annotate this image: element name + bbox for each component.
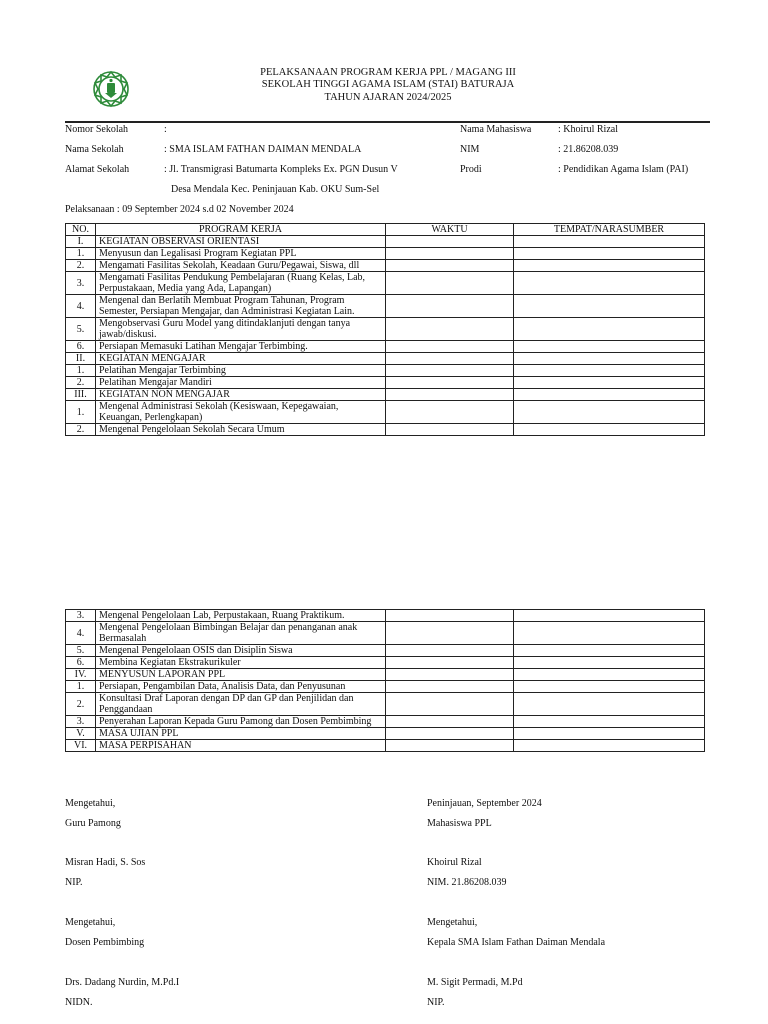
sig-left2-name: Drs. Dadang Nurdin, M.Pd.I xyxy=(65,977,180,988)
row-program: MASA PERPISAHAN xyxy=(96,740,386,752)
row-waktu xyxy=(386,236,514,248)
table-row xyxy=(66,318,705,341)
sig-left2-mengetahui: Mengetahui, xyxy=(65,917,116,928)
row-number: 3. xyxy=(66,716,96,728)
row-program: Mengenal dan Berlatih Membuat Program Tahunan, Program Semester, Persiapan Mengajar, dan Administrasi Kegiatan Lain. xyxy=(96,295,386,318)
sig-right2-name: M. Sigit Permadi, M.Pd xyxy=(427,977,523,988)
row-number: 4. xyxy=(66,622,96,645)
table-row xyxy=(66,401,705,424)
row-tempat xyxy=(514,272,705,295)
sig-left1-id: NIP. xyxy=(65,877,83,888)
col-header-program: PROGRAM KERJA xyxy=(96,224,386,236)
row-waktu xyxy=(386,610,514,622)
row-number: VI. xyxy=(66,740,96,752)
row-waktu xyxy=(386,693,514,716)
row-program: Mengamati Fasilitas Sekolah, Keadaan Guru/Pegawai, Siswa, dll xyxy=(96,260,386,272)
row-number: II. xyxy=(66,353,96,365)
table-row xyxy=(66,740,705,752)
prodi-value: : Pendidikan Agama Islam (PAI) xyxy=(558,164,689,175)
row-tempat xyxy=(514,341,705,353)
nim-value: : 21.86208.039 xyxy=(558,144,619,155)
row-tempat xyxy=(514,295,705,318)
row-tempat xyxy=(514,716,705,728)
row-waktu xyxy=(386,248,514,260)
row-waktu xyxy=(386,353,514,365)
row-waktu xyxy=(386,716,514,728)
nama-mahasiswa-value: : Khoirul Rizal xyxy=(558,124,618,135)
sig-left1-role: Guru Pamong xyxy=(65,818,121,829)
row-number: 4. xyxy=(66,295,96,318)
nama-sekolah-value: : SMA ISLAM FATHAN DAIMAN MENDALA xyxy=(164,144,362,155)
sig-right2-role: Kepala SMA Islam Fathan Daiman Mendala xyxy=(427,937,606,948)
row-tempat xyxy=(514,401,705,424)
row-tempat xyxy=(514,248,705,260)
table-row xyxy=(66,657,705,669)
row-program: Membina Kegiatan Ekstrakurikuler xyxy=(96,657,386,669)
row-waktu xyxy=(386,740,514,752)
row-program: Persiapan, Pengambilan Data, Analisis Data, dan Penyusunan xyxy=(96,681,386,693)
table-row xyxy=(66,681,705,693)
row-waktu xyxy=(386,728,514,740)
row-tempat xyxy=(514,365,705,377)
row-tempat xyxy=(514,318,705,341)
row-program: KEGIATAN MENGAJAR xyxy=(96,353,386,365)
row-program: Mengamati Fasilitas Pendukung Pembelajaran (Ruang Kelas, Lab, Perpustakaan, Media yang Ada, Lapangan) xyxy=(96,272,386,295)
row-program: Mengenal Pengelolaan Sekolah Secara Umum xyxy=(96,424,386,436)
alamat-value: : Jl. Transmigrasi Batumarta Kompleks Ex. PGN Dusun V xyxy=(164,164,398,175)
row-number: I. xyxy=(66,236,96,248)
row-waktu xyxy=(386,389,514,401)
row-waktu xyxy=(386,669,514,681)
alamat-value-2: Desa Mendala Kec. Peninjauan Kab. OKU Sum-Sel xyxy=(171,184,380,195)
nim-label: NIM xyxy=(460,144,480,155)
row-tempat xyxy=(514,681,705,693)
row-number: III. xyxy=(66,389,96,401)
row-number: 5. xyxy=(66,645,96,657)
sig-left1-name: Misran Hadi, S. Sos xyxy=(65,857,146,868)
pelaksanaan-text: Pelaksanaan : 09 September 2024 s.d 02 November 2024 xyxy=(65,204,294,215)
table-row xyxy=(66,645,705,657)
row-number: 3. xyxy=(66,610,96,622)
row-tempat xyxy=(514,622,705,645)
row-tempat xyxy=(514,740,705,752)
row-waktu xyxy=(386,657,514,669)
row-tempat xyxy=(514,389,705,401)
sig-left1-mengetahui: Mengetahui, xyxy=(65,798,116,809)
prodi-label: Prodi xyxy=(460,164,482,175)
row-tempat xyxy=(514,693,705,716)
table-row xyxy=(66,716,705,728)
table-row xyxy=(66,424,705,436)
row-program: Mengenal Pengelolaan Lab, Perpustakaan, Ruang Praktikum. xyxy=(96,610,386,622)
row-number: 3. xyxy=(66,272,96,295)
row-program: Persiapan Memasuki Latihan Mengajar Terbimbing. xyxy=(96,341,386,353)
table-row xyxy=(66,341,705,353)
row-number: 6. xyxy=(66,341,96,353)
row-tempat xyxy=(514,728,705,740)
row-tempat xyxy=(514,610,705,622)
col-header-tempat: TEMPAT/NARASUMBER xyxy=(514,224,705,236)
table-row xyxy=(66,353,705,365)
nama-sekolah-label: Nama Sekolah xyxy=(65,144,124,155)
row-number: 2. xyxy=(66,377,96,389)
row-waktu xyxy=(386,681,514,693)
table-row xyxy=(66,728,705,740)
header-line-3: TAHUN AJARAN 2024/2025 xyxy=(324,92,452,103)
header-line-2: SEKOLAH TINGGI AGAMA ISLAM (STAI) BATURAJA xyxy=(261,79,515,90)
row-waktu xyxy=(386,341,514,353)
row-tempat xyxy=(514,424,705,436)
sig-right2-id: NIP. xyxy=(427,997,445,1008)
nomor-sekolah-value: : xyxy=(164,124,167,135)
row-tempat xyxy=(514,260,705,272)
row-program: Mengenal Administrasi Sekolah (Kesiswaan, Kepegawaian, Keuangan, Perlengkapan) xyxy=(96,401,386,424)
program-kerja-table-1 xyxy=(65,223,705,436)
row-tempat xyxy=(514,669,705,681)
table-row xyxy=(66,669,705,681)
row-tempat xyxy=(514,645,705,657)
program-kerja-table-2 xyxy=(65,609,705,752)
sig-right1-name: Khoirul Rizal xyxy=(427,857,482,868)
row-program: Konsultasi Draf Laporan dengan DP dan GP dan Penjilidan dan Penggandaan xyxy=(96,693,386,716)
row-number: 1. xyxy=(66,248,96,260)
row-program: Menyusun dan Legalisasi Program Kegiatan PPL xyxy=(96,248,386,260)
row-number: 6. xyxy=(66,657,96,669)
table-row xyxy=(66,389,705,401)
sig-left2-role: Dosen Pembimbing xyxy=(65,937,145,948)
table-row xyxy=(66,260,705,272)
row-number: 2. xyxy=(66,424,96,436)
header-divider xyxy=(65,121,710,123)
row-program: Pelatihan Mengajar Mandiri xyxy=(96,377,386,389)
row-waktu xyxy=(386,260,514,272)
col-header-no: NO. xyxy=(66,224,96,236)
sig-right2-mengetahui: Mengetahui, xyxy=(427,917,478,928)
row-number: 1. xyxy=(66,681,96,693)
row-program: KEGIATAN NON MENGAJAR xyxy=(96,389,386,401)
row-program: Penyerahan Laporan Kepada Guru Pamong dan Dosen Pembimbing xyxy=(96,716,386,728)
sig-right1-place-date: Peninjauan, September 2024 xyxy=(427,798,542,809)
row-number: 5. xyxy=(66,318,96,341)
table-row xyxy=(66,622,705,645)
row-waktu xyxy=(386,318,514,341)
row-number: 1. xyxy=(66,365,96,377)
table-row xyxy=(66,236,705,248)
row-waktu xyxy=(386,622,514,645)
table-row xyxy=(66,365,705,377)
row-program: MENYUSUN LAPORAN PPL xyxy=(96,669,386,681)
row-program: Mengenal Pengelolaan Bimbingan Belajar dan penanganan anak Bermasalah xyxy=(96,622,386,645)
nomor-sekolah-label: Nomor Sekolah xyxy=(65,124,129,135)
header-line-1: PELAKSANAAN PROGRAM KERJA PPL / MAGANG III xyxy=(260,67,516,78)
row-number: 2. xyxy=(66,693,96,716)
table-row xyxy=(66,693,705,716)
sig-right1-role: Mahasiswa PPL xyxy=(427,818,492,829)
row-waktu xyxy=(386,365,514,377)
row-tempat xyxy=(514,353,705,365)
table-row xyxy=(66,248,705,260)
sig-left2-id: NIDN. xyxy=(65,997,93,1008)
nama-mahasiswa-label: Nama Mahasiswa xyxy=(460,124,532,135)
row-tempat xyxy=(514,377,705,389)
row-number: 2. xyxy=(66,260,96,272)
row-waktu xyxy=(386,401,514,424)
row-program: KEGIATAN OBSERVASI ORIENTASI xyxy=(96,236,386,248)
institution-logo xyxy=(90,68,132,110)
table-row xyxy=(66,377,705,389)
row-number: 1. xyxy=(66,401,96,424)
row-waktu xyxy=(386,272,514,295)
row-tempat xyxy=(514,236,705,248)
row-program: Mengobservasi Guru Model yang ditindaklanjuti dengan tanya jawab/diskusi. xyxy=(96,318,386,341)
row-number: V. xyxy=(66,728,96,740)
col-header-waktu: WAKTU xyxy=(386,224,514,236)
row-waktu xyxy=(386,377,514,389)
row-waktu xyxy=(386,295,514,318)
row-program: Mengenal Pengelolaan OSIS dan Disiplin Siswa xyxy=(96,645,386,657)
table-row xyxy=(66,610,705,622)
row-waktu xyxy=(386,645,514,657)
sig-right1-id: NIM. 21.86208.039 xyxy=(427,877,507,888)
row-number: IV. xyxy=(66,669,96,681)
row-tempat xyxy=(514,657,705,669)
table-row xyxy=(66,295,705,318)
row-program: Pelatihan Mengajar Terbimbing xyxy=(96,365,386,377)
row-waktu xyxy=(386,424,514,436)
table-row xyxy=(66,272,705,295)
row-program: MASA UJIAN PPL xyxy=(96,728,386,740)
alamat-label: Alamat Sekolah xyxy=(65,164,130,175)
